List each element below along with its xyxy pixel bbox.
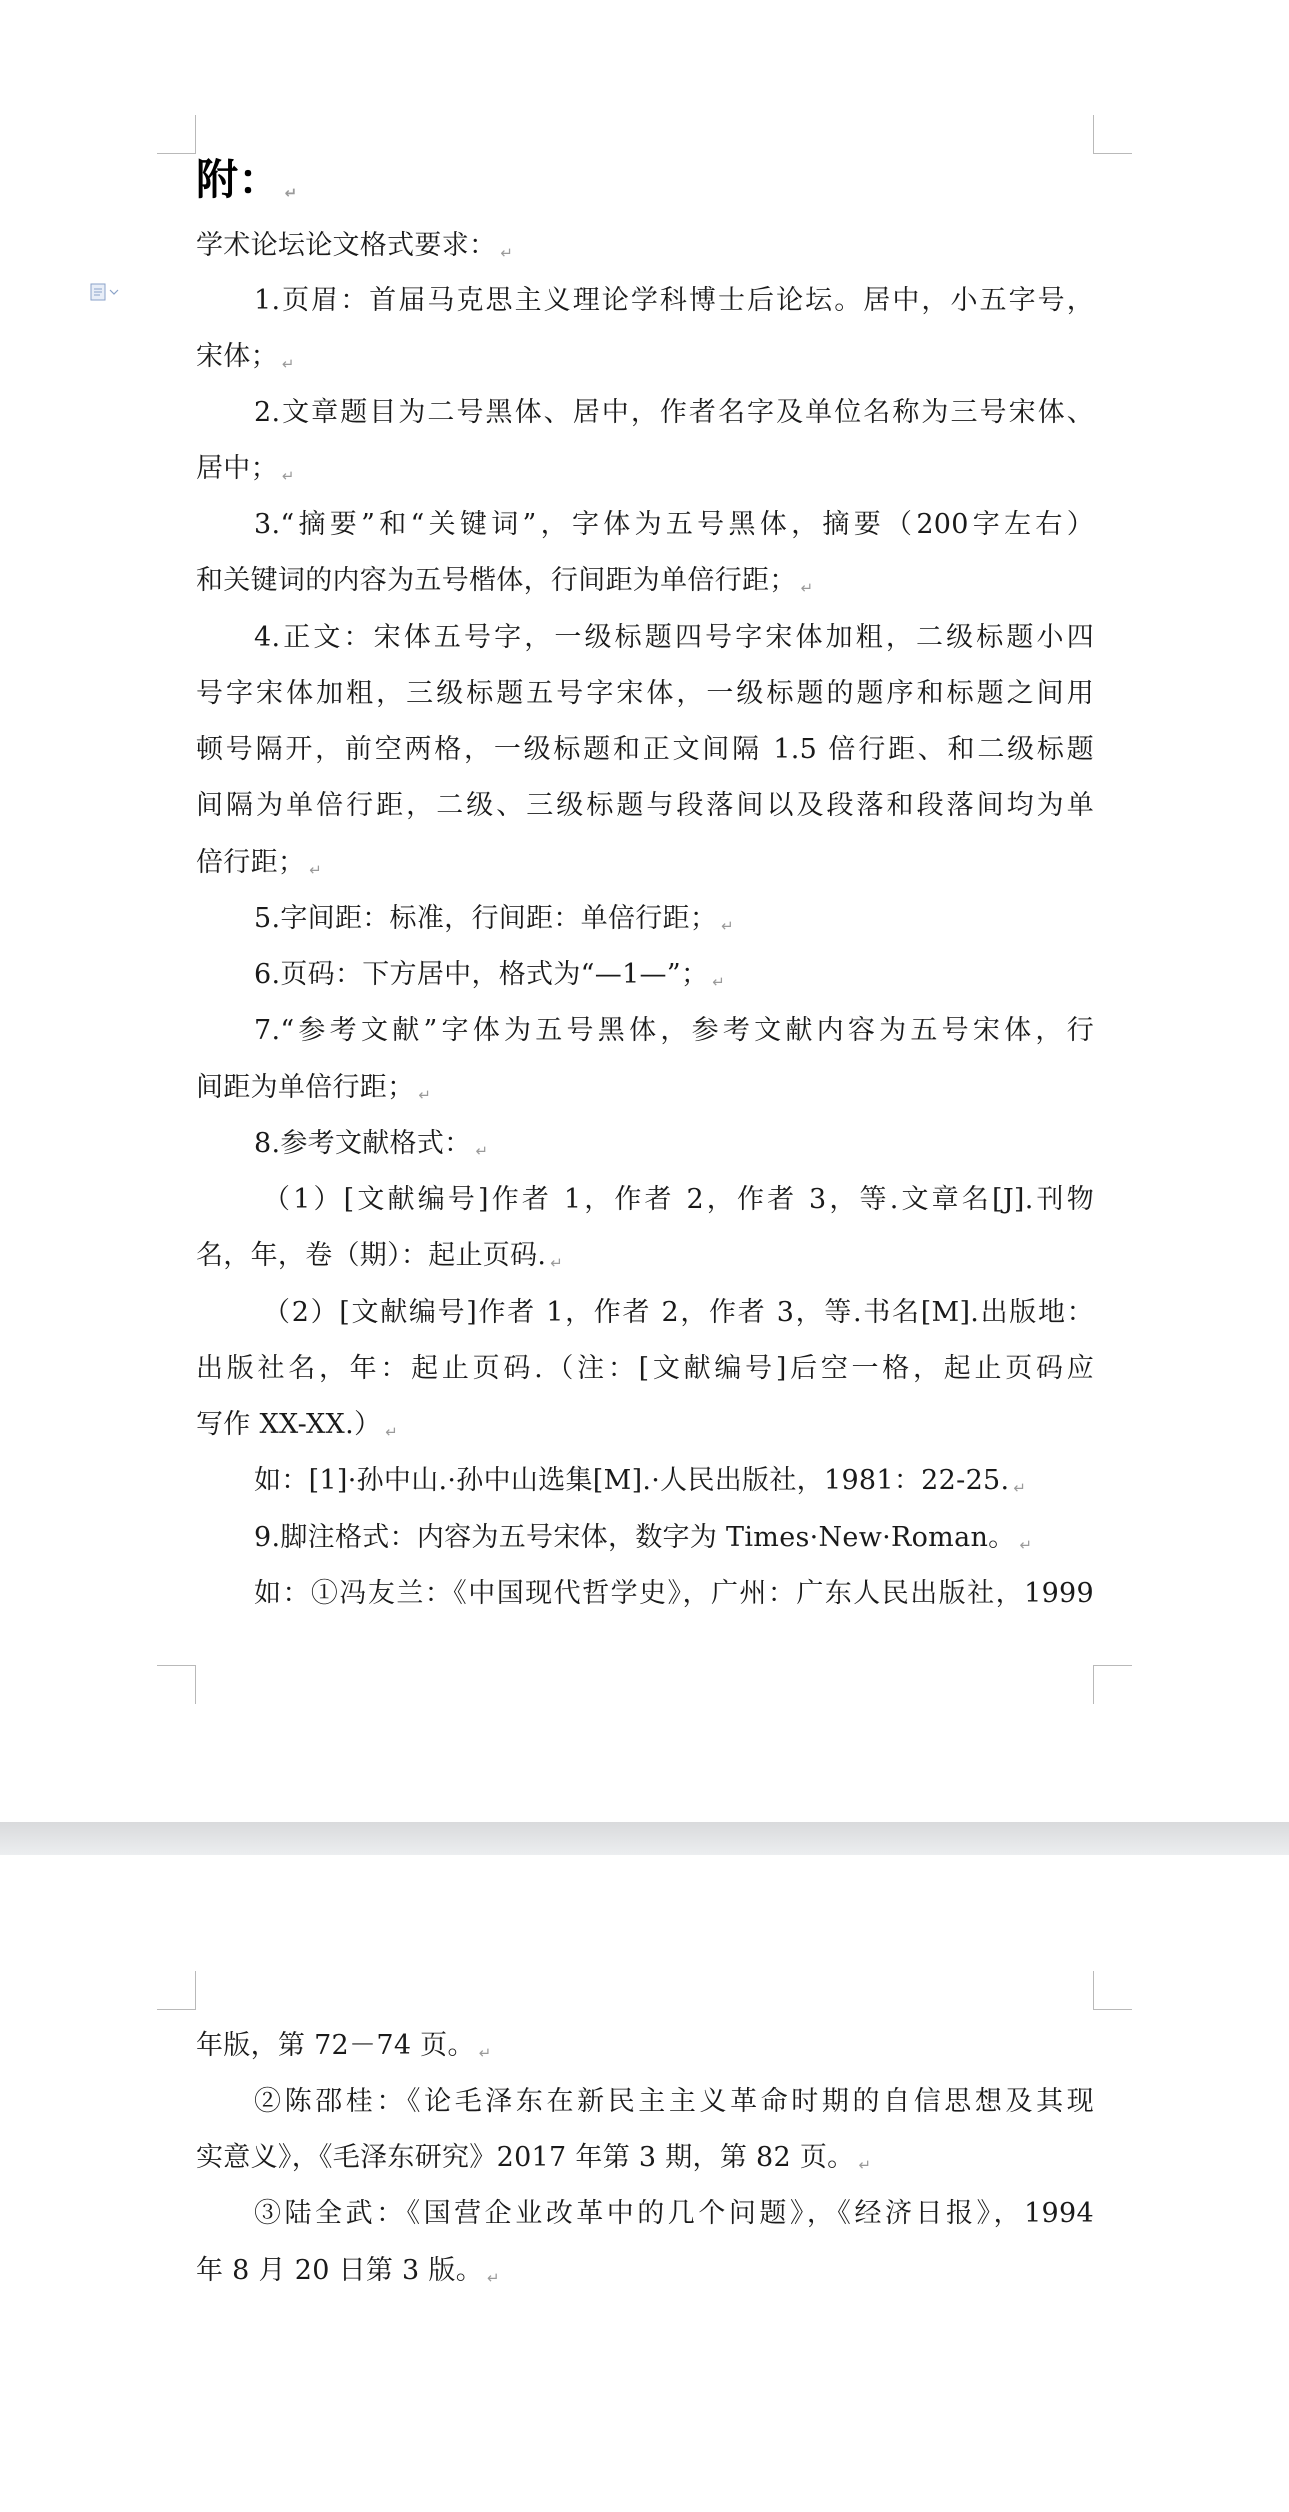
paragraph-options-icon[interactable] [90,282,126,302]
margin-corner-marker [157,1971,196,2010]
body-line: 4.正文：宋体五号字，一级标题四号字宋体加粗，二级标题小四 [254,622,1094,653]
body-line: 和关键词的内容为五号楷体，行间距为单倍行距； ↵ [196,565,814,597]
margin-corner-marker [1093,1971,1132,2010]
footnote-line: 年版，第 72－74 页。 ↵ [196,2030,492,2062]
body-line: 5.字间距：标准，行间距：单倍行距； ↵ [254,903,734,935]
appendix-heading: 附： ↵ [196,155,298,204]
body-line: 宋体； ↵ [196,341,295,373]
reference-line: 出版社名，年：起止页码.（注：[文献编号]后空一格，起止页码应 [196,1353,1094,1384]
body-line: 9.脚注格式：内容为五号宋体，数字为 Times·New·Roman。 ↵ [254,1522,1033,1554]
body-line: 2.文章题目为二号黑体、居中，作者名字及单位名称为三号宋体、 [254,397,1094,428]
body-line: 间隔为单倍行距，二级、三级标题与段落间以及段落和段落间均为单 [196,790,1094,821]
body-line: 7.“参考文献”字体为五号黑体，参考文献内容为五号宋体，行 [254,1015,1094,1046]
body-line: 8.参考文献格式： ↵ [254,1128,489,1160]
footnote-line: 年 8 月 20 日第 3 版。 ↵ [196,2255,500,2287]
body-line: 6.页码：下方居中，格式为“—1—”； ↵ [254,959,725,991]
body-line: 倍行距； ↵ [196,847,322,879]
footnote-line: ③陆全武：《国营企业改革中的几个问题》，《经济日报》，1994 [254,2198,1094,2229]
page-separator [0,1822,1289,1855]
reference-line: （1）[文献编号]作者 1，作者 2，作者 3，等.文章名[J].刊物 [263,1184,1094,1215]
reference-line: 名，年，卷（期）：起止页码. ↵ [196,1240,563,1272]
format-requirements-title: 学术论坛论文格式要求： ↵ [196,230,513,262]
margin-corner-marker [157,1665,196,1704]
footnote-example-line: 如：①冯友兰：《中国现代哲学史》，广州：广东人民出版社，1999 [254,1578,1094,1609]
body-line: 3.“摘要”和“关键词”，字体为五号黑体，摘要（200字左右） [254,509,1094,540]
margin-corner-marker [1093,115,1132,154]
body-line: 号字宋体加粗，三级标题五号字宋体，一级标题的题序和标题之间用 [196,678,1094,709]
footnote-line: ②陈邵桂：《论毛泽东在新民主主义革命时期的自信思想及其现 [254,2086,1094,2117]
footnote-line: 实意义》，《毛泽东研究》2017 年第 3 期，第 82 页。 ↵ [196,2142,872,2174]
margin-corner-marker [157,115,196,154]
body-line: 间距为单倍行距； ↵ [196,1072,431,1104]
example-line: 如：[1]·孙中山.·孙中山选集[M].·人民出版社，1981：22-25. ↵ [254,1465,1026,1497]
body-line: 居中； ↵ [196,453,295,485]
margin-corner-marker [1093,1665,1132,1704]
document-page-2 [0,1855,1289,2512]
body-line: 顿号隔开，前空两格，一级标题和正文间隔 1.5 倍行距、和二级标题 [196,734,1094,765]
body-line: 1.页眉：首届马克思主义理论学科博士后论坛。居中，小五字号， [254,285,1094,316]
reference-line: 写作 XX-XX.） ↵ [196,1409,398,1441]
reference-line: （2）[文献编号]作者 1，作者 2，作者 3，等.书名[M].出版地： [263,1297,1094,1328]
